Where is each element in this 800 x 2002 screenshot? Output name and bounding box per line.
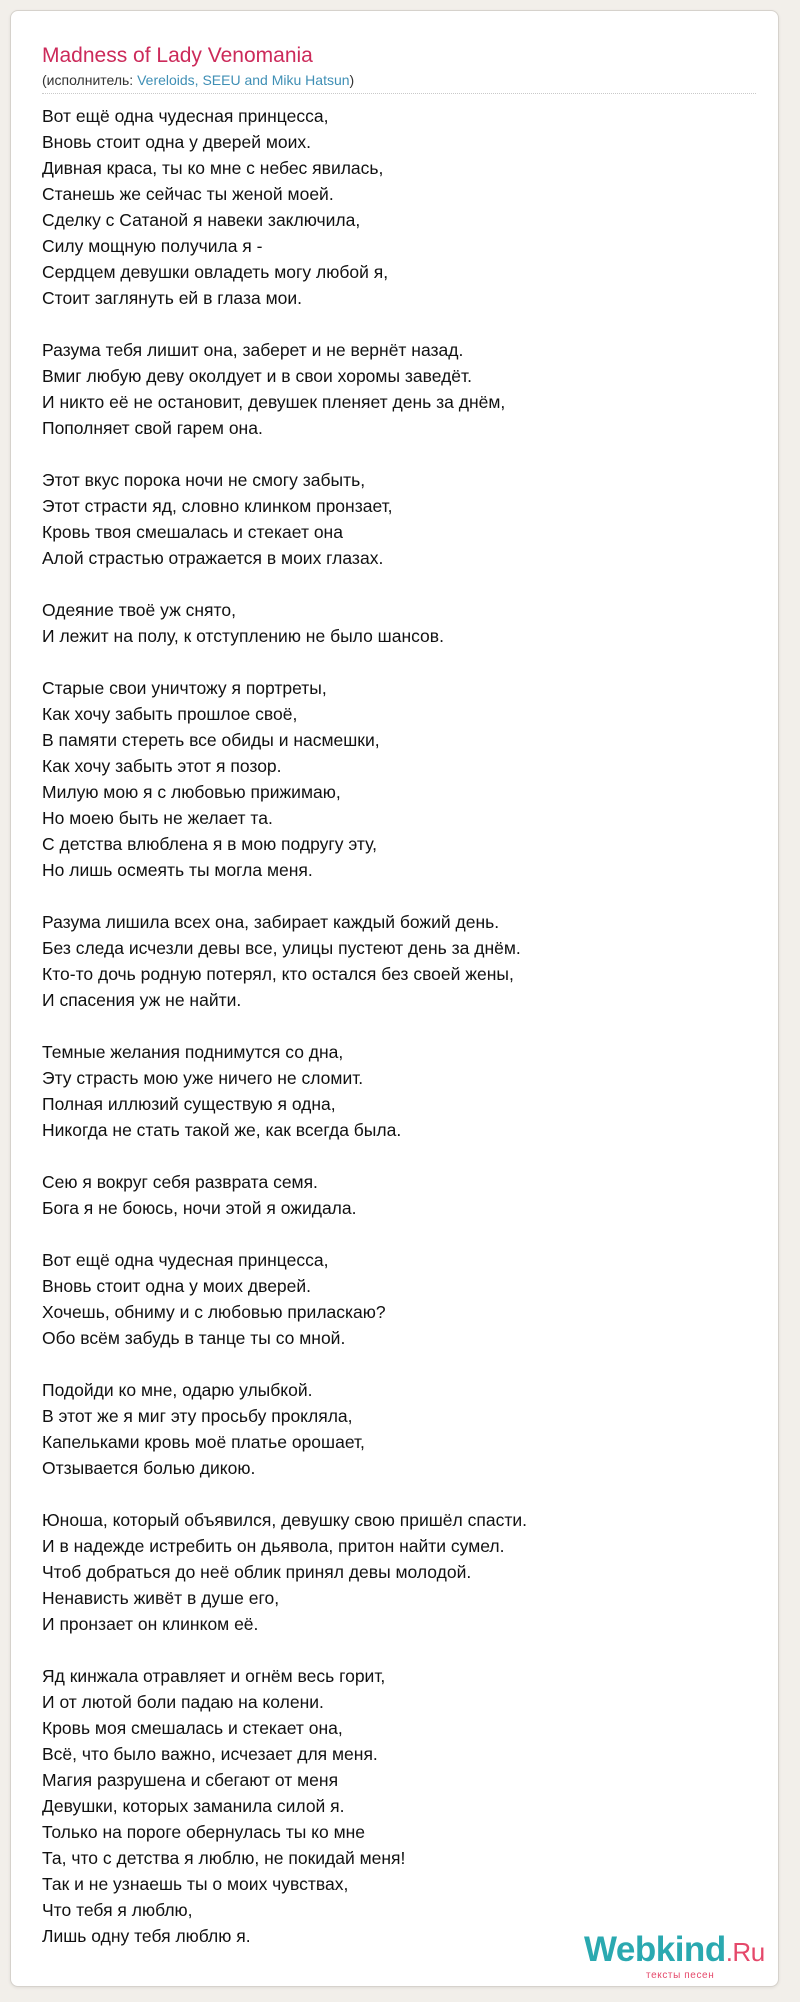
stanza-gap (42, 1481, 762, 1507)
lyric-line: Эту страсть мою уже ничего не сломит. (42, 1068, 364, 1088)
lyric-line: Сделку с Сатаной я навеки заключила, (42, 210, 361, 230)
lyric-line: Яд кинжала отравляет и огнём весь горит, (42, 1666, 386, 1686)
lyric-line: Обо всём забудь в танце ты со мной. (42, 1328, 346, 1348)
lyric-line: И лежит на полу, к отступлению не было шансов. (42, 626, 444, 646)
lyric-line: Алой страстью отражается в моих глазах. (42, 548, 384, 568)
lyric-line: Стоит заглянуть ей в глаза мои. (42, 288, 302, 308)
lyric-line: Разума тебя лишит она, заберет и не вернёт назад. (42, 340, 464, 360)
lyric-line: Этот вкус порока ночи не смогу забыть, (42, 470, 366, 490)
song-title: Madness of Lady Venomania (42, 44, 313, 67)
lyric-line: Силу мощную получила я - (42, 236, 263, 256)
lyric-line: Пополняет свой гарем она. (42, 418, 263, 438)
lyric-line: Капельками кровь моё платье орошает, (42, 1432, 365, 1452)
lyric-line: Отзывается болью дикою. (42, 1458, 256, 1478)
logo-tld: .Ru (725, 1937, 765, 1967)
lyric-line: Всё, что было важно, исчезает для меня. (42, 1744, 378, 1764)
stanza-gap (42, 649, 762, 675)
lyric-line: Кровь моя смешалась и стекает она, (42, 1718, 343, 1738)
site-logo[interactable] (584, 1930, 774, 1986)
lyric-line: Ненависть живёт в душе его, (42, 1588, 280, 1608)
stanza-gap (42, 1143, 762, 1169)
lyric-line: Как хочу забыть этот я позор. (42, 756, 282, 776)
lyric-line: Дивная краса, ты ко мне с небес явилась, (42, 158, 384, 178)
logo-wordmark (584, 1930, 765, 1970)
lyric-line: Девушки, которых заманила силой я. (42, 1796, 345, 1816)
lyric-line: Но лишь осмеять ты могла меня. (42, 860, 313, 880)
lyric-line: Без следа исчезли девы все, улицы пустеют день за днём. (42, 938, 521, 958)
lyric-line: Одеяние твоё уж снято, (42, 600, 236, 620)
lyric-line: Сердцем девушки овладеть могу любой я, (42, 262, 389, 282)
lyric-line: Темные желания поднимутся со дна, (42, 1042, 344, 1062)
stanza-gap (42, 1351, 762, 1377)
lyric-line: Хочешь, обниму и с любовью приласкаю? (42, 1302, 386, 1322)
lyric-line: Подойди ко мне, одарю улыбкой. (42, 1380, 313, 1400)
logo-tagline: тексты песен (646, 1970, 715, 1981)
stanza-gap (42, 1013, 762, 1039)
stanza-gap (42, 1221, 762, 1247)
lyric-line: И пронзает он клинком её. (42, 1614, 259, 1634)
lyric-line: Старые свои уничтожу я портреты, (42, 678, 327, 698)
lyric-line: Что тебя я люблю, (42, 1900, 193, 1920)
lyric-line: Как хочу забыть прошлое своё, (42, 704, 298, 724)
performer-suffix: ) (349, 72, 355, 88)
lyric-line: В этот же я миг эту просьбу прокляла, (42, 1406, 353, 1426)
lyric-line: Вмиг любую деву околдует и в свои хоромы заведёт. (42, 366, 472, 386)
stanza-gap (42, 1637, 762, 1663)
lyric-line: Кровь твоя смешалась и стекает она (42, 522, 343, 542)
performer-link[interactable]: Vereloids, SEEU and Miku Hatsun (137, 72, 350, 88)
lyric-line: Магия разрушена и сбегают от меня (42, 1770, 339, 1790)
lyric-line: И спасения уж не найти. (42, 990, 242, 1010)
lyric-line: В памяти стереть все обиды и насмешки, (42, 730, 380, 750)
lyric-line: Вот ещё одна чудесная принцесса, (42, 106, 329, 126)
lyric-line: Кто-то дочь родную потерял, кто остался без своей жены, (42, 964, 514, 984)
lyric-line: Этот страсти яд, словно клинком пронзает, (42, 496, 393, 516)
lyrics-text (42, 103, 762, 1949)
stanza-gap (42, 311, 762, 337)
performer-line (42, 72, 354, 88)
stanza-gap (42, 883, 762, 909)
stanza-gap (42, 571, 762, 597)
lyric-line: Станешь же сейчас ты женой моей. (42, 184, 334, 204)
lyric-line: Та, что с детства я люблю, не покидай меня! (42, 1848, 406, 1868)
lyric-line: Разума лишила всех она, забирает каждый божий день. (42, 912, 500, 932)
lyric-line: Так и не узнаешь ты о моих чувствах, (42, 1874, 349, 1894)
lyric-line: Вновь стоит одна у моих дверей. (42, 1276, 312, 1296)
stanza-gap (42, 441, 762, 467)
title-divider (42, 93, 756, 94)
lyric-line: Милую мою я с любовью прижимаю, (42, 782, 341, 802)
lyric-line: Лишь одну тебя люблю я. (42, 1926, 251, 1946)
lyric-line: Полная иллюзий существую я одна, (42, 1094, 336, 1114)
lyric-line: Вот ещё одна чудесная принцесса, (42, 1250, 329, 1270)
lyric-line: Бога я не боюсь, ночи этой я ожидала. (42, 1198, 357, 1218)
lyric-line: Юноша, который объявился, девушку свою пришёл спасти. (42, 1510, 527, 1530)
lyric-line: И никто её не остановит, девушек пленяет день за днём, (42, 392, 506, 412)
lyric-line: И в надежде истребить он дьявола, притон найти сумел. (42, 1536, 505, 1556)
lyric-line: Только на пороге обернулась ты ко мне (42, 1822, 366, 1842)
lyric-line: Вновь стоит одна у дверей моих. (42, 132, 312, 152)
lyric-line: Но моею быть не желает та. (42, 808, 273, 828)
logo-name: Webkind (584, 1930, 726, 1969)
lyric-line: И от лютой боли падаю на колени. (42, 1692, 324, 1712)
lyric-line: Никогда не стать такой же, как всегда была. (42, 1120, 402, 1140)
lyric-line: Сею я вокруг себя разврата семя. (42, 1172, 318, 1192)
lyric-line: С детства влюблена я в мою подругу эту, (42, 834, 377, 854)
lyric-line: Чтоб добраться до неё облик принял девы молодой. (42, 1562, 472, 1582)
performer-prefix: (исполнитель: (42, 72, 138, 88)
